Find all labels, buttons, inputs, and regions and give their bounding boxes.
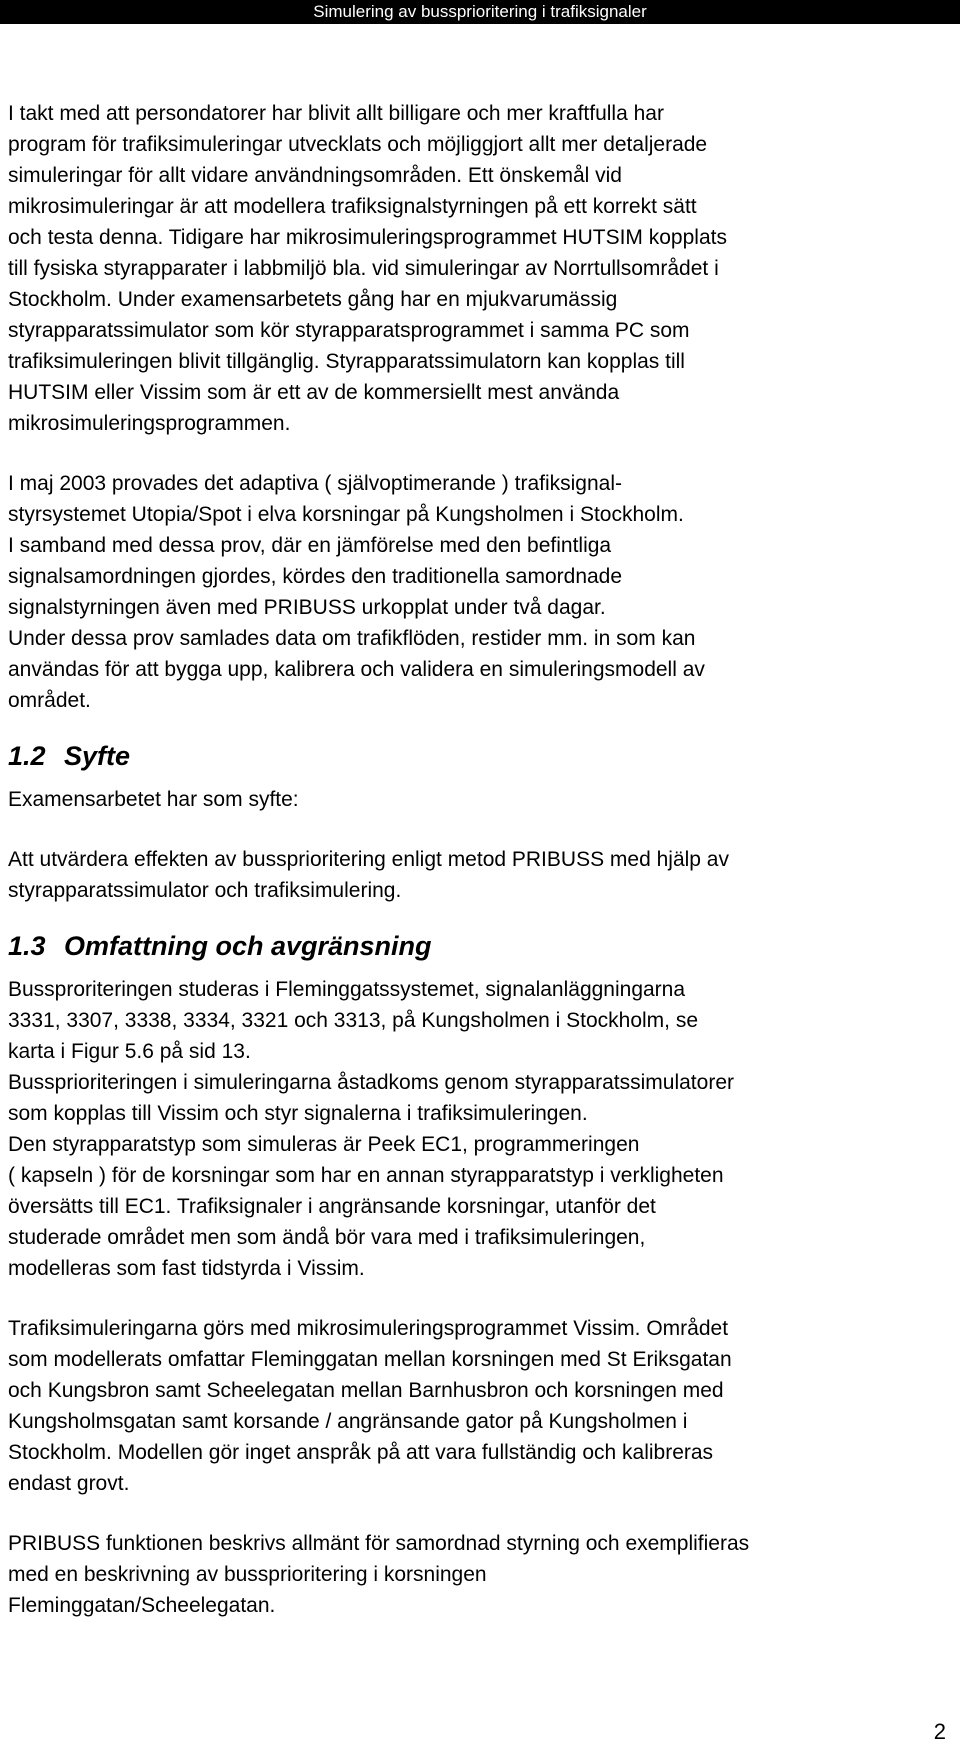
intro-paragraph-1: I takt med att persondatorer har blivit allt billigare och mer kraftfulla har program för trafiksimuleringar utvecklats och möjliggjort allt mer detaljerade simuleringar för allt vidare användningsområden. Ett önskemål vid mikrosimuleringar är att modellera trafiksignalstyrningen på ett korrekt sätt och testa denna. Tidigare har mikrosimuleringsprogrammet HUTSIM kopplats till fysiska styrapparater i labbmiljö bla. vid simuleringar av Norrtullsområdet i Stockholm. Under examensarbetets gång har en mjukvarumässig styrapparatssimulator som kör styrapparatsprogrammet i samma PC som trafiksimuleringen blivit tillgänglig. Styrapparatssimulatorn kan kopplas till HUTSIM eller Vissim som är ett av de kommersiellt mest använda mikrosimuleringsprogrammen. [8,102,727,435]
section-title: Omfattning och avgränsning [64,931,432,961]
omfattning-paragraph-2: Trafiksimuleringarna görs med mikrosimuleringsprogrammet Vissim. Området som modellerats omfattar Fleminggatan mellan korsningen med St Eriksgatan och Kungsbron samt Scheelegatan mellan Barnhusbron och korsningen med Kungsholmsgatan samt korsande / angränsande gator på Kungsholmen i Stockholm. Modellen gör inget anspråk på att vara fullständig och kalibreras endast grovt. [8,1317,732,1495]
section-number: 1.3 [8,931,46,961]
section-number: 1.2 [8,741,46,771]
header-title: Simulering av bussprioritering i trafiksignaler [313,2,647,21]
section-heading-omfattning [8,929,948,963]
running-header [0,0,960,24]
intro-paragraph-2: I maj 2003 provades det adaptiva ( självoptimerande ) trafiksignal- styrsystemet Utopia/Spot i elva korsningar på Kungsholmen i Stockholm. I samband med dessa prov, där en jämförelse med den befintliga signalsamordningen gjordes, kördes den traditionella samordnade signalstyrningen även med PRIBUSS urkopplat under två dagar. Under dessa prov samlades data om trafikflöden, restider mm. in som kan användas för att bygga upp, kalibrera och validera en simuleringsmodell av området. [8,472,705,712]
syfte-intro: Examensarbetet har som syfte: [8,788,299,811]
document-body [8,98,948,1621]
section-title: Syfte [64,741,131,771]
syfte-paragraph: Att utvärdera effekten av bussprioritering enligt metod PRIBUSS med hjälp av styrapparatssimulator och trafiksimulering. [8,848,729,902]
omfattning-paragraph-1: Bussproriteringen studeras i Fleminggatssystemet, signalanläggningarna 3331, 3307, 3338, 3334, 3321 och 3313, på Kungsholmen i Stockholm, se karta i Figur 5.6 på sid 13. Bussprioriteringen i simuleringarna åstadkoms genom styrapparatssimulatorer som kopplas till Vissim och styr signalerna i trafiksimuleringen. Den styrapparatstyp som simuleras är Peek EC1, programmeringen ( kapseln ) för de korsningar som har en annan styrapparatstyp i verkligheten översätts till EC1. Trafiksignaler i angränsande korsningar, utanför det studerade området men som ändå bör vara med i trafiksimuleringen, modelleras som fast tidstyrda i Vissim. [8,978,734,1280]
section-heading-syfte [8,739,948,773]
omfattning-paragraph-3: PRIBUSS funktionen beskrivs allmänt för samordnad styrning och exemplifieras med en beskrivning av bussprioritering i korsningen Fleminggatan/Scheelegatan. [8,1532,750,1617]
page-number: 2 [933,1719,946,1744]
